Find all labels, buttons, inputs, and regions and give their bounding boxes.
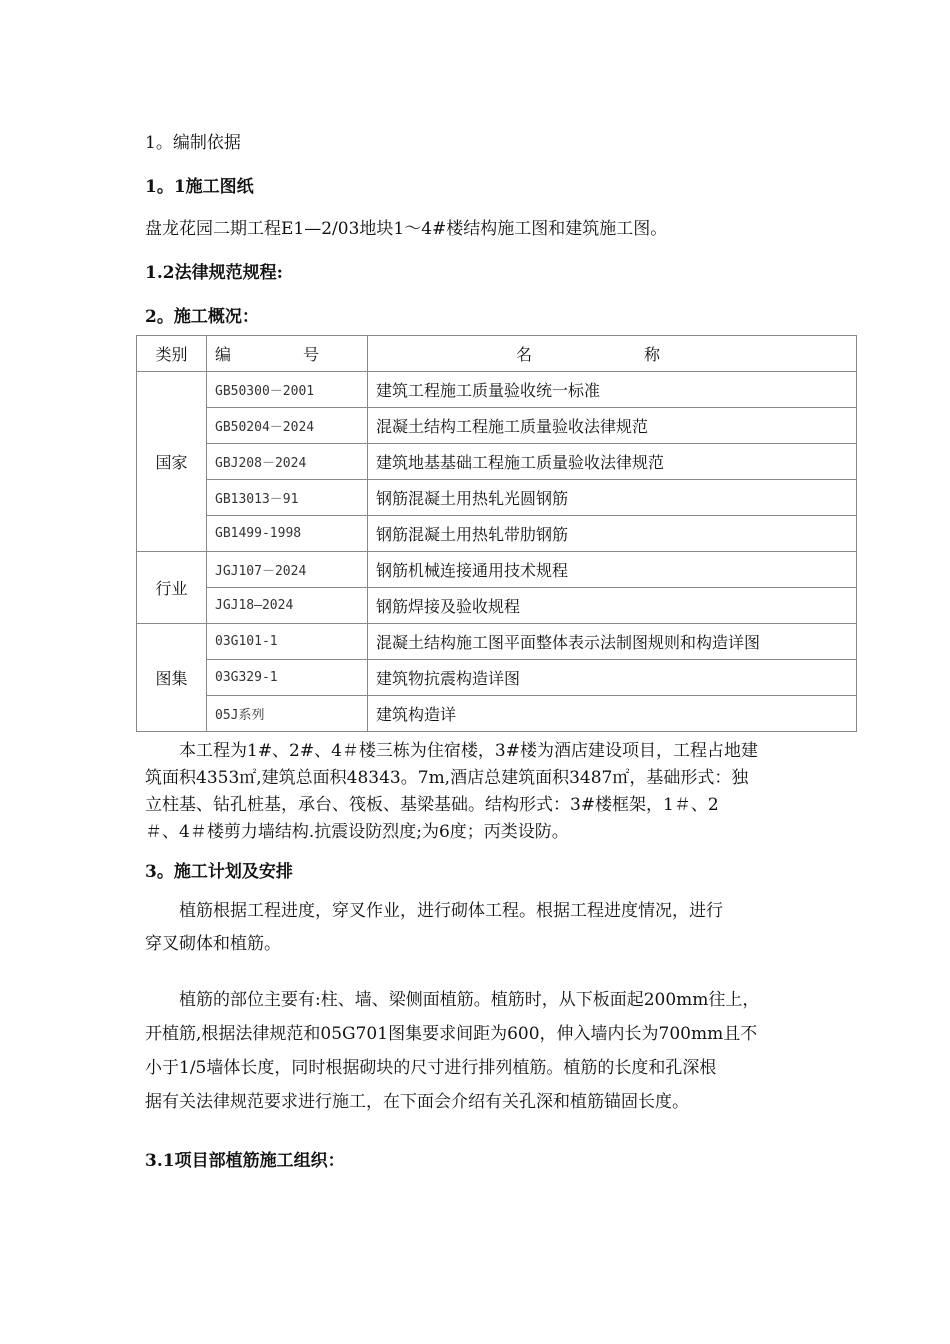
paragraph-line: 立柱基、钻孔桩基，承台、筏板、基梁基础。结构形式：3#楼框架，1＃、2 bbox=[145, 795, 719, 815]
paragraph-line: 植筋的部位主要有:柱、墙、梁侧面植筋。植筋时，从下板面起200mm往上， bbox=[145, 990, 760, 1010]
standard-code: JGJ107－2024 bbox=[207, 552, 368, 588]
standard-code: GB13013－91 bbox=[207, 480, 368, 516]
standard-name: 钢筋混凝土用热轧带肋钢筋 bbox=[368, 516, 857, 552]
paragraph-line: 筑面积4353㎡,建筑总面积48343。7m,酒店总建筑面积3487㎡，基础形式：独 bbox=[145, 768, 749, 788]
section-1-1-title: 1。1施工图纸 bbox=[145, 177, 254, 197]
section-3-1-title: 3.1项目部植筋施工组织： bbox=[145, 1151, 345, 1171]
paragraph-line: ＃、4＃楼剪力墙结构.抗震设防烈度;为6度；丙类设防。 bbox=[145, 822, 569, 842]
table-row bbox=[137, 480, 857, 516]
standard-name: 钢筋机械连接通用技术规程 bbox=[368, 552, 857, 588]
table-row bbox=[137, 516, 857, 552]
standard-name: 钢筋焊接及验收规程 bbox=[368, 588, 857, 624]
section-1-2-title: 1.2法律规范规程: bbox=[145, 263, 283, 283]
standard-code: GBJ208－2024 bbox=[207, 444, 368, 480]
standard-code: 03G101-1 bbox=[207, 624, 368, 660]
standard-name: 混凝土结构施工图平面整体表示法制图规则和构造详图 bbox=[368, 624, 857, 660]
standard-code: GB50204－2024 bbox=[207, 408, 368, 444]
paragraph-line: 穿叉砌体和植筋。 bbox=[145, 934, 281, 954]
table-row bbox=[137, 660, 857, 696]
standard-name: 建筑构造详 bbox=[368, 696, 857, 732]
section-3-title: 3。施工计划及安排 bbox=[145, 862, 293, 882]
table-row bbox=[137, 408, 857, 444]
header-code: 编 号 bbox=[207, 336, 368, 372]
standard-code: 05J系列 bbox=[207, 696, 368, 732]
paragraph-line: 开植筋,根据法律规范和05G701图集要求间距为600，伸入墙内长为700mm且不 bbox=[145, 1024, 758, 1044]
standard-code: 03G329-1 bbox=[207, 660, 368, 696]
project-overview-paragraph bbox=[145, 738, 815, 846]
category-industry: 行业 bbox=[137, 552, 207, 624]
table-row bbox=[137, 624, 857, 660]
header-category: 类别 bbox=[137, 336, 207, 372]
standard-code: GB1499-1998 bbox=[207, 516, 368, 552]
paragraph-line: 本工程为1#、2#、4＃楼三栋为住宿楼，3#楼为酒店建设项目，工程占地建 bbox=[145, 741, 758, 761]
category-national: 国家 bbox=[137, 372, 207, 552]
paragraph-line: 据有关法律规范要求进行施工，在下面会介绍有关孔深和植筋锚固长度。 bbox=[145, 1092, 689, 1112]
standards-table-body bbox=[137, 336, 857, 732]
paragraph-line: 小于1/5墙体长度，同时根据砌块的尺寸进行排列植筋。植筋的长度和孔深根 bbox=[145, 1058, 717, 1078]
table-header-row bbox=[137, 336, 857, 372]
standard-name: 建筑地基基础工程施工质量验收法律规范 bbox=[368, 444, 857, 480]
standards-table bbox=[136, 335, 857, 732]
standard-name: 建筑工程施工质量验收统一标准 bbox=[368, 372, 857, 408]
plan-paragraph-1 bbox=[145, 895, 815, 961]
plan-paragraph-2 bbox=[145, 983, 815, 1119]
table-row bbox=[137, 552, 857, 588]
paragraph-line: 植筋根据工程进度，穿叉作业，进行砌体工程。根据工程进度情况，进行 bbox=[145, 901, 723, 921]
table-row bbox=[137, 588, 857, 624]
standard-code: GB50300－2001 bbox=[207, 372, 368, 408]
section-2-title: 2。施工概况： bbox=[145, 307, 259, 327]
table-row bbox=[137, 444, 857, 480]
standard-code: JGJ18—2024 bbox=[207, 588, 368, 624]
standard-name: 钢筋混凝土用热轧光圆钢筋 bbox=[368, 480, 857, 516]
table-row bbox=[137, 696, 857, 732]
section-1-title: 1。编制依据 bbox=[145, 133, 241, 153]
section-1-1-text: 盘龙花园二期工程E1—2/03地块1～4#楼结构施工图和建筑施工图。 bbox=[145, 219, 668, 239]
standard-name: 混凝土结构工程施工质量验收法律规范 bbox=[368, 408, 857, 444]
table-row bbox=[137, 372, 857, 408]
header-name: 名 称 bbox=[368, 336, 857, 372]
standard-name: 建筑物抗震构造详图 bbox=[368, 660, 857, 696]
category-atlas: 图集 bbox=[137, 624, 207, 732]
